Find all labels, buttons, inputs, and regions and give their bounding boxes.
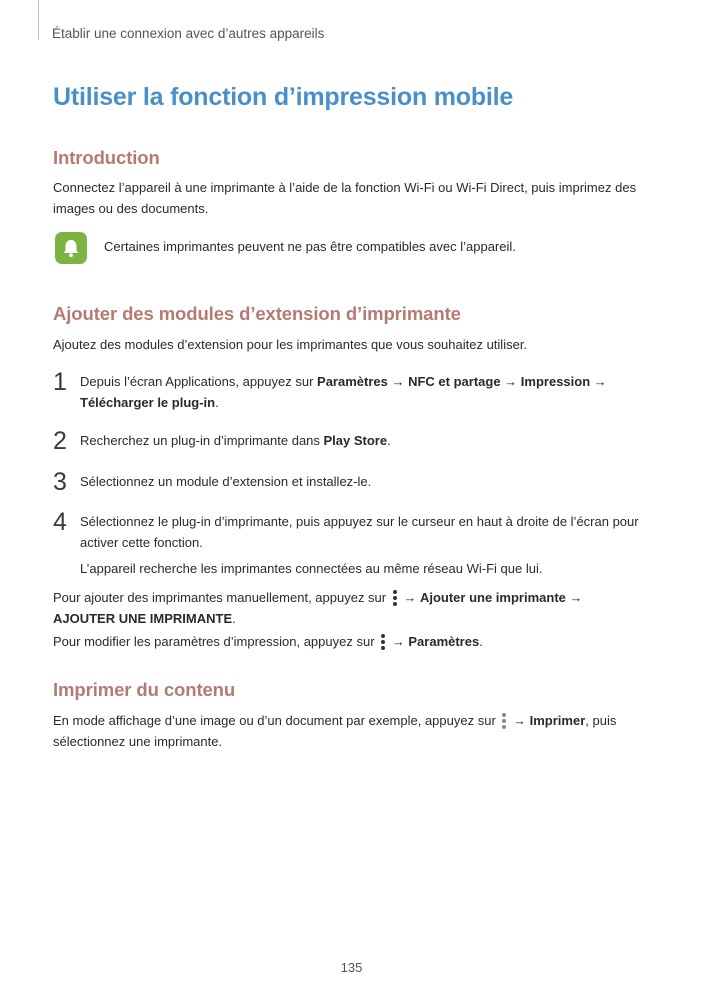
step-4-text: Sélectionnez le plug-in d’imprimante, puis appuyez sur le curseur en haut à droite de l’écran pour activer cette fonction. bbox=[80, 514, 639, 550]
manual-add-paragraph: Pour ajouter des imprimantes manuellement, appuyez sur → Ajouter une imprimante → AJOUTER UNE IMPRIMANTE. bbox=[53, 590, 583, 626]
print-settings-paragraph: Pour modifier les paramètres d’impression, appuyez sur → Paramètres. bbox=[53, 634, 483, 649]
step-3-text: Sélectionnez un module d’extension et installez-le. bbox=[80, 474, 372, 489]
compatibility-note: Certaines imprimantes peuvent ne pas être compatibles avec l’appareil. bbox=[104, 239, 516, 254]
step-number-3: 3 bbox=[53, 468, 67, 496]
heading-print-content: Imprimer du contenu bbox=[53, 679, 236, 700]
running-header: Établir une connexion avec d’autres appareils bbox=[52, 26, 325, 41]
step-number-2: 2 bbox=[53, 427, 67, 455]
intro-paragraph: Connectez l’appareil à une imprimante à l’aide de la fonction Wi-Fi ou Wi-Fi Direct, puis imprimez des images ou des documents. bbox=[53, 180, 637, 216]
heading-plugins: Ajouter des modules d’extension d’imprimante bbox=[53, 303, 461, 324]
more-options-icon bbox=[392, 589, 398, 606]
note-bell-icon bbox=[55, 232, 87, 264]
more-options-icon bbox=[501, 712, 507, 729]
header-rule bbox=[38, 0, 39, 40]
page-number: 135 bbox=[340, 960, 363, 975]
print-content-paragraph: En mode affichage d’une image ou d’un document par exemple, appuyez sur → Imprimer, puis sélectionnez une imprimante. bbox=[53, 713, 617, 749]
step-4-subtext: L’appareil recherche les imprimantes connectées au même réseau Wi-Fi que lui. bbox=[80, 561, 543, 576]
step-number-1: 1 bbox=[53, 368, 67, 396]
step-number-4: 4 bbox=[53, 508, 67, 536]
page-title: Utiliser la fonction d’impression mobile bbox=[53, 83, 514, 111]
more-options-icon bbox=[380, 633, 386, 650]
step-1-text: Depuis l’écran Applications, appuyez sur Paramètres → NFC et partage → Impression → Télécharger le plug-in. bbox=[80, 374, 607, 410]
heading-introduction: Introduction bbox=[53, 147, 160, 168]
step-2-text: Recherchez un plug-in d’imprimante dans Play Store. bbox=[80, 433, 391, 448]
plugins-paragraph: Ajoutez des modules d’extension pour les imprimantes que vous souhaitez utiliser. bbox=[53, 337, 528, 352]
